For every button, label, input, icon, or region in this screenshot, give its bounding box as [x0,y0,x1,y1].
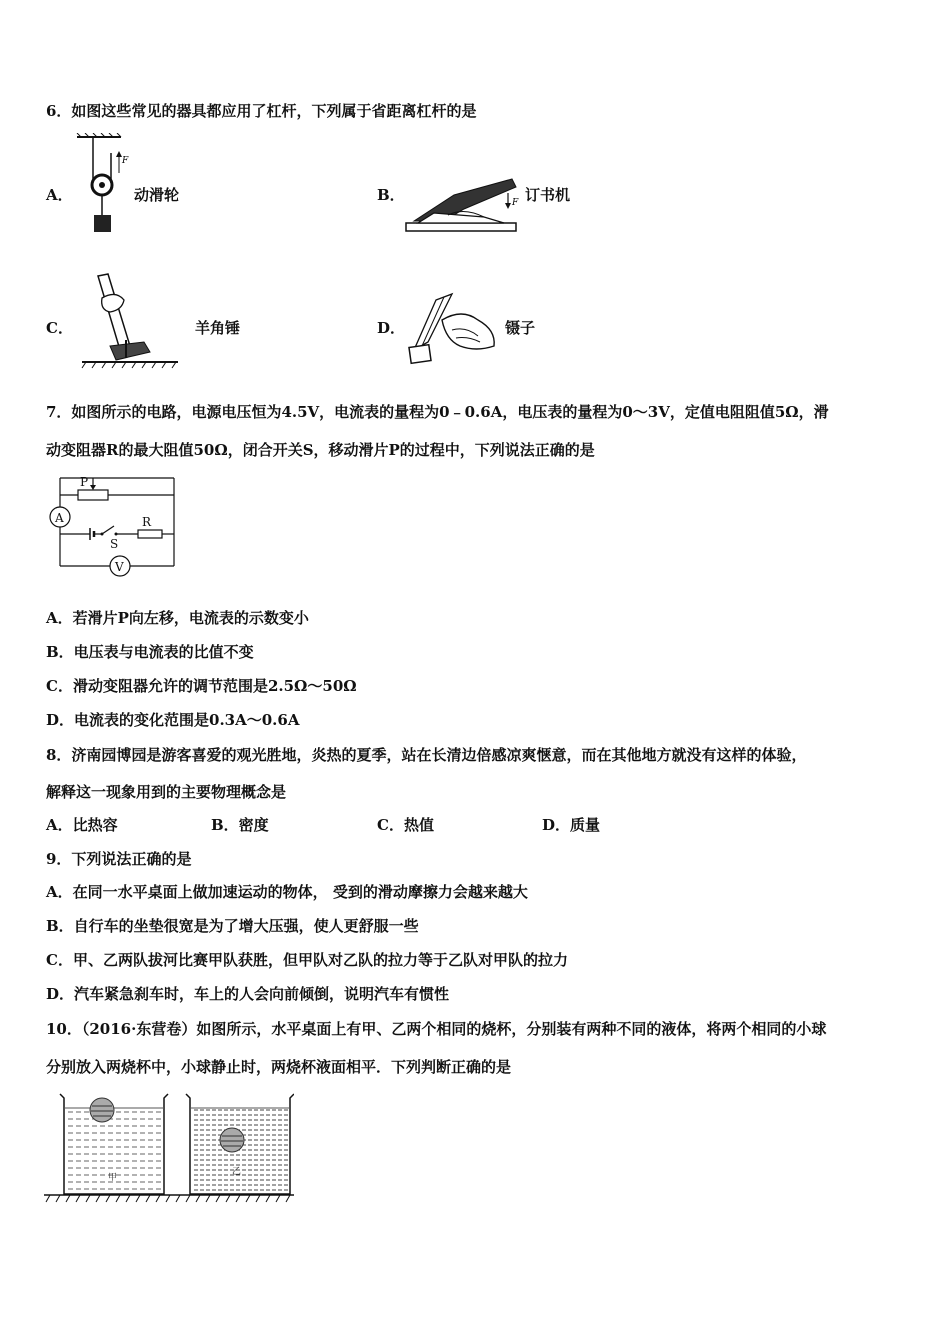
circuit-label-p: P [80,475,89,489]
q8-option-a: A．比热容 [46,816,118,834]
q6-option-c-label: 羊角锤 [195,319,241,337]
beaker-label-yi: 乙 [232,1167,242,1177]
q8-option-d: D．质量 [542,816,601,834]
q9-stem: 9．下列说法正确的是 [46,850,192,868]
q9-option-c: C．甲、乙两队拔河比赛甲队获胜，但甲队对乙队的拉力等于乙队对甲队的拉力 [46,951,568,969]
circuit-diagram [44,474,184,582]
q6-option-d-letter: D． [377,319,406,337]
q9-option-b: B．自行车的坐垫很宽是为了增大压强，使人更舒服一些 [46,917,419,935]
q8-stem-line1: 8．济南园博园是游客喜爱的观光胜地，炎热的夏季，站在长清边倍感凉爽惬意，而在其他地方就没有这样的体验， [46,746,807,764]
q6-option-a-label: 动滑轮 [134,186,180,204]
resistor-label: R [142,515,152,529]
force-label-b: F [512,198,519,208]
q6-option-b-label: 订书机 [525,186,571,204]
claw-hammer-figure [80,270,180,370]
q6-option-b-letter: B． [377,186,405,204]
tweezers-figure [406,290,502,368]
beakers-figure [44,1088,294,1208]
q6-option-d-label: 镊子 [505,319,536,337]
q7-stem-line1: 7．如图所示的电路，电源电压恒为4.5V，电流表的量程为0﹣0.6A，电压表的量程为0～3V，定值电阻阻值5Ω，滑 [46,403,829,421]
switch-label: S [110,537,119,551]
q7-option-a: A．若滑片P向左移，电流表的示数变小 [46,609,309,627]
q6-option-c-letter: C． [46,319,73,337]
q10-stem-line1: 10．（2016·东营卷）如图所示，水平桌面上有甲、乙两个相同的烧杯，分别装有两种不同的液体，将两个相同的小球 [46,1020,827,1038]
q8-stem-line2: 解释这一现象用到的主要物理概念是 [46,783,287,801]
q9-option-d: D．汽车紧急刹车时，车上的人会向前倾倒，说明汽车有惯性 [46,985,450,1003]
q6-option-a-letter: A． [46,186,73,204]
beaker-label-jia: 甲 [108,1173,118,1183]
voltmeter-label: V [115,560,124,574]
stapler-figure [404,173,544,235]
q7-option-d: D．电流表的变化范围是0.3A～0.6A [46,711,300,729]
movable-pulley-figure [75,133,135,243]
q8-option-c: C．热值 [377,816,434,834]
q6-stem: 6．如图这些常见的器具都应用了杠杆，下列属于省距离杠杆的是 [46,102,477,120]
q10-stem-line2: 分别放入两烧杯中，小球静止时，两烧杯液面相平．下列判断正确的是 [46,1058,512,1076]
q7-option-b: B．电压表与电流表的比值不变 [46,643,254,661]
force-label-a: F [122,156,129,166]
ammeter-label: A [55,511,64,525]
q7-option-c: C．滑动变阻器允许的调节范围是2.5Ω～50Ω [46,677,357,695]
q8-option-b: B．密度 [211,816,269,834]
q9-option-a: A．在同一水平桌面上做加速运动的物体， 受到的滑动摩擦力会越来越大 [46,883,528,901]
q7-stem-line2: 动变阻器R的最大阻值50Ω，闭合开关S，移动滑片P的过程中，下列说法正确的是 [46,441,595,459]
